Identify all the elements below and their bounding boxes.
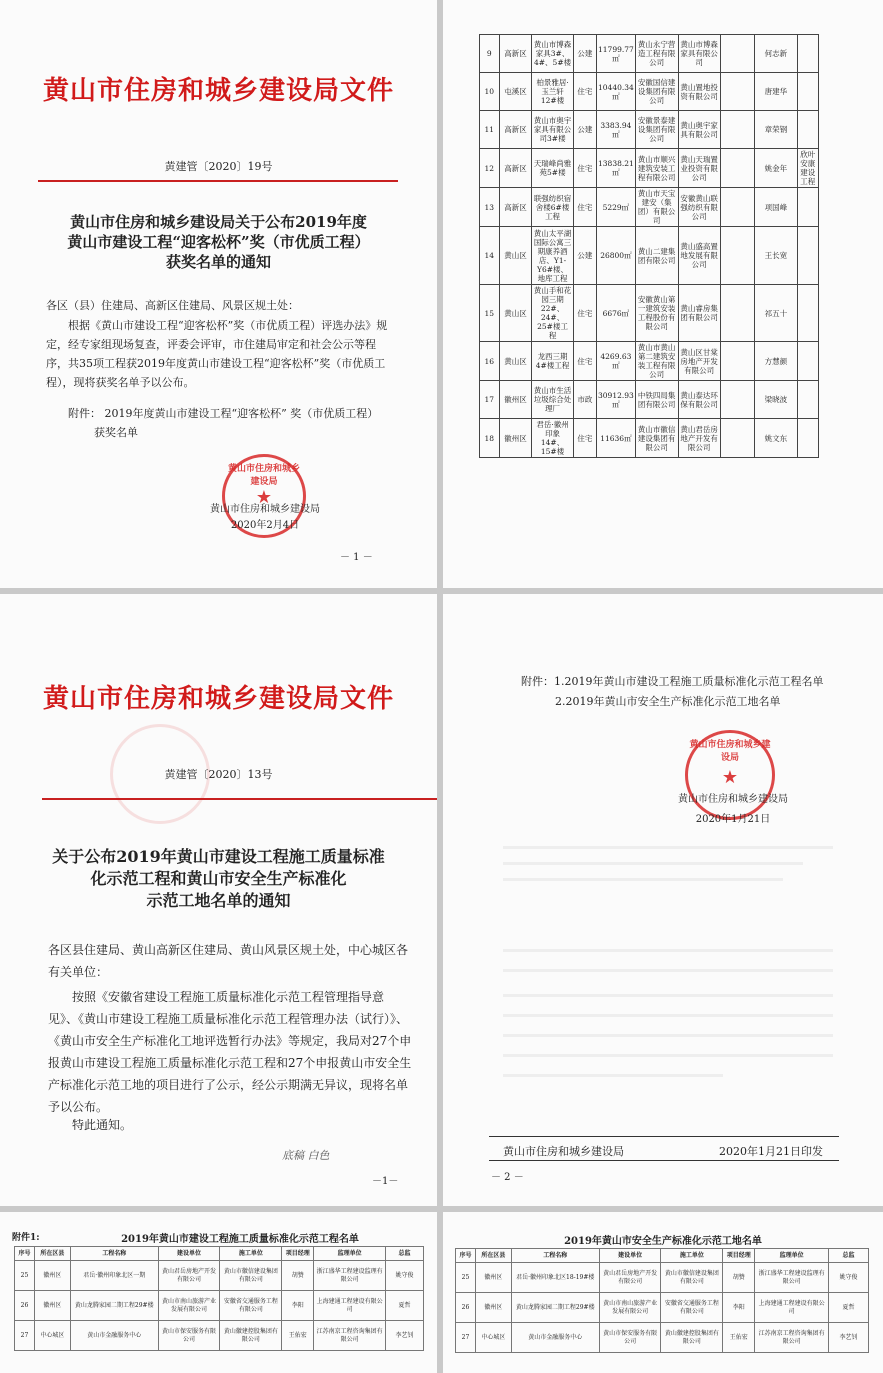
bleed-through xyxy=(503,1034,833,1037)
table-cell-project: 黄山手和花园三期22#、24#、25#楼工程 xyxy=(533,286,572,340)
table-cell: 李艺钊 xyxy=(829,1323,869,1353)
table-cell-type: 公建 xyxy=(573,35,596,73)
document-page-1 xyxy=(0,0,437,588)
document-page-2-table xyxy=(443,0,883,588)
table-cell: 徽州区 xyxy=(475,1293,511,1323)
table-cell: 27 xyxy=(456,1323,476,1353)
table-cell-manager: 梁晓波 xyxy=(755,381,797,419)
table-cell-note xyxy=(797,35,818,73)
table-cell-owner: 黄山天瑞置业投资有限公司 xyxy=(678,149,720,188)
table-cell: 黄山君岳房地产开发有限公司 xyxy=(158,1261,220,1291)
table-cell: 25 xyxy=(456,1263,476,1293)
table-cell: 黄山市金融服务中心 xyxy=(70,1321,158,1351)
document-page-3 xyxy=(0,594,437,1206)
issuer-signature: 黄山市住房和城乡建设局 xyxy=(678,794,788,805)
page-number: － 1 － xyxy=(340,552,373,563)
table-cell-district: 徽州区 xyxy=(499,419,532,458)
table-cell-blank xyxy=(720,342,754,381)
table-cell-manager: 方慧颜 xyxy=(755,342,797,381)
table-cell-no: 14 xyxy=(480,227,500,285)
bleed-through xyxy=(503,994,833,997)
table-cell: 中心城区 xyxy=(475,1323,511,1353)
table-header-cell: 项目经理 xyxy=(723,1249,755,1263)
page-number: －1－ xyxy=(372,1176,399,1187)
footer-issuer: 黄山市住房和城乡建设局 xyxy=(503,1145,624,1158)
table-cell: 黄山徽建控股集团有限公司 xyxy=(220,1321,282,1351)
table-cell-note xyxy=(797,285,818,342)
document-page-4 xyxy=(443,594,883,1206)
official-seal: 黄山市住房和城乡建设局 ★ xyxy=(685,730,775,820)
issuer-signature: 黄山市住房和城乡建设局 xyxy=(210,504,320,515)
table-cell-district: 高新区 xyxy=(499,149,532,188)
table-cell-owner: 黄山市博森家具有限公司 xyxy=(678,35,720,73)
table-header-cell: 项目经理 xyxy=(282,1247,314,1261)
table-cell-builder: 安徽国信建设集团有限公司 xyxy=(635,73,678,111)
table-cell: 胡赞 xyxy=(723,1263,755,1293)
table-cell: 徽州区 xyxy=(34,1291,70,1321)
table-cell-type: 公建 xyxy=(573,227,596,285)
bleed-through xyxy=(503,878,783,881)
footer-top-rule xyxy=(489,1136,839,1137)
table-cell-owner: 黄山区甘棠房地产开发有限公司 xyxy=(678,342,720,381)
table-row xyxy=(480,381,819,419)
table-cell-project: 君岳·徽州印象14#、15#楼 xyxy=(532,419,573,458)
issue-date: 2020年2月4日 xyxy=(230,520,300,531)
table-cell-builder: 黄山市天宝建安（集团）有限公司 xyxy=(635,188,678,227)
table-cell-manager: 祁五十 xyxy=(755,285,797,342)
table-cell-blank xyxy=(720,73,754,111)
footer-date: 2020年1月21日印发 xyxy=(719,1145,823,1158)
table-cell-note xyxy=(797,188,818,227)
table-cell-manager: 何志新 xyxy=(755,35,797,73)
notice-subject: 关于公布2019年黄山市建设工程施工质量标准 化示范工程和黄山市安全生产标准化 示范工地名单的通知 xyxy=(52,847,385,910)
table-title: 2019年黄山市建设工程施工质量标准化示范工程名单 xyxy=(121,1234,359,1245)
table-cell-type: 住宅 xyxy=(573,342,596,381)
table-cell: 徽州区 xyxy=(475,1263,511,1293)
table-cell: 安徽省交通服务工程有限公司 xyxy=(220,1291,282,1321)
table-cell-manager: 姚金年 xyxy=(755,149,797,188)
table-cell: 姚守俊 xyxy=(386,1261,424,1291)
table-cell-note: 欣叶安康建设工程 xyxy=(797,149,818,188)
table-header-cell: 施工单位 xyxy=(661,1249,723,1263)
table-cell: 徽州区 xyxy=(34,1261,70,1291)
table-cell-builder: 黄山市黄山第二建筑安装工程有限公司 xyxy=(635,342,678,381)
table-cell-note xyxy=(797,227,818,285)
table-cell: 26 xyxy=(456,1293,476,1323)
table-cell-area: 4269.63㎡ xyxy=(597,342,636,381)
table-row xyxy=(480,73,819,111)
table-header-cell: 监理单位 xyxy=(314,1247,386,1261)
table-cell-area: 6676㎡ xyxy=(597,285,636,342)
attachment-label: 附件1: xyxy=(12,1233,40,1243)
table-cell-note xyxy=(797,381,818,419)
table-row xyxy=(15,1291,424,1321)
table-cell: 黄山君岳房地产开发有限公司 xyxy=(599,1263,661,1293)
table-row xyxy=(15,1321,424,1351)
red-divider xyxy=(42,798,437,800)
issue-date: 2020年1月21日 xyxy=(695,814,771,825)
table-header-cell: 总监 xyxy=(829,1249,869,1263)
attachment-list: 附件：1.2019年黄山市建设工程施工质量标准化示范工程名单 2.2019年黄山市安全生产标准化示范工地名单 xyxy=(521,675,824,708)
table-row xyxy=(480,285,819,342)
table-cell-blank xyxy=(720,285,754,342)
table-header-cell: 工程名称 xyxy=(511,1249,599,1263)
table-cell-project: 黄山市博森家具3#、4#、5#楼 xyxy=(532,35,573,73)
table-cell-district: 屯溪区 xyxy=(499,73,532,111)
table-cell: 黄山市南山旅游产业发展有限公司 xyxy=(158,1291,220,1321)
table-row xyxy=(480,111,819,149)
table-cell: 姚守俊 xyxy=(829,1263,869,1293)
table-cell-district: 高新区 xyxy=(499,188,532,227)
document-number: 黄建管〔2020〕19号 xyxy=(164,160,273,173)
table-cell-note xyxy=(797,419,818,458)
notice-body: 根据《黄山市建设工程“迎客松杯”奖（市优质工程）评选办法》规定，经专家组现场复查，评委会评审，市住建局审定和社会公示等程序，共35项工程获2019年度黄山市建设工程“迎客松杯”奖（市优质工程），现将获奖名单予以公布。 xyxy=(46,319,388,389)
bleed-through xyxy=(503,846,833,849)
table-cell-owner: 安徽黄山联强纺织有限公司 xyxy=(678,188,720,227)
table-header-cell: 所在区县 xyxy=(34,1247,70,1261)
table-header-cell: 序号 xyxy=(15,1247,35,1261)
bleed-through xyxy=(503,1074,723,1077)
table-cell-owner: 黄山泰达环保有限公司 xyxy=(678,381,720,419)
table-cell-type: 市政 xyxy=(573,381,596,419)
table-cell-type: 住宅 xyxy=(573,188,596,227)
table-cell-type: 住宅 xyxy=(573,285,596,342)
table-cell: 王佑宏 xyxy=(282,1321,314,1351)
bleed-through xyxy=(503,969,833,972)
award-table xyxy=(479,34,819,458)
table-cell-area: 11799.77㎡ xyxy=(597,35,636,73)
notice-subject: 黄山市住房和城乡建设局关于公布2019年度 黄山市建设工程“迎客松杯”奖（市优质工程） 获奖名单的通知 xyxy=(67,213,370,271)
table-cell: 江苏南京工程咨询集团有限公司 xyxy=(314,1321,386,1351)
table-cell-type: 住宅 xyxy=(573,73,596,111)
table-cell: 27 xyxy=(15,1321,35,1351)
table-cell-builder: 黄山市顺兴建筑安装工程有限公司 xyxy=(635,149,678,188)
table-cell-manager: 姚文东 xyxy=(755,419,797,458)
table-row xyxy=(480,419,819,458)
letterhead-title: 黄山市住房和城乡建设局文件 xyxy=(42,684,394,714)
table-cell-no: 16 xyxy=(480,342,500,381)
table-cell-manager: 章荣钢 xyxy=(755,111,797,149)
table-cell: 25 xyxy=(15,1261,35,1291)
table-row xyxy=(15,1261,424,1291)
table-cell-builder: 黄山市徽信建设集团有限公司 xyxy=(635,419,678,458)
table-header-cell: 建设单位 xyxy=(158,1247,220,1261)
table-cell: 李艺钊 xyxy=(386,1321,424,1351)
table-cell-no: 10 xyxy=(480,73,500,111)
table-cell: 黄山市金融服务中心 xyxy=(511,1323,599,1353)
table-cell-blank xyxy=(720,419,754,458)
bleed-through xyxy=(503,862,803,865)
table-header-cell: 总监 xyxy=(386,1247,424,1261)
table-cell-blank xyxy=(720,381,754,419)
table-header-cell: 序号 xyxy=(456,1249,476,1263)
table-cell: 黄山徽建控股集团有限公司 xyxy=(661,1323,723,1353)
table-cell-no: 13 xyxy=(480,188,500,227)
table-cell: 黄山市保安服务有限公司 xyxy=(158,1321,220,1351)
table-cell: 上海建通工程建设有限公司 xyxy=(755,1293,829,1323)
table-cell: 夏哲 xyxy=(829,1293,869,1323)
table-cell-district: 黄山区 xyxy=(499,227,532,285)
table-cell-type: 公建 xyxy=(573,111,596,149)
table-cell-owner: 黄山睿房集团有限公司 xyxy=(678,285,720,342)
table-cell: 胡赞 xyxy=(282,1261,314,1291)
table-cell-builder: 黄山永宁营造工程有限公司 xyxy=(635,35,678,73)
table-cell-project: 龙西三期4#楼工程 xyxy=(532,342,573,381)
table-row xyxy=(480,227,819,285)
table-cell-note xyxy=(797,342,818,381)
table-cell-area: 13838.21㎡ xyxy=(597,149,636,188)
handwritten-note: 底稿 白色 xyxy=(282,1149,330,1162)
table-cell: 夏哲 xyxy=(386,1291,424,1321)
table-cell-area: 3383.94㎡ xyxy=(597,111,636,149)
table-row xyxy=(480,342,819,381)
table-cell: 浙江盛华工程建设监理有限公司 xyxy=(755,1263,829,1293)
table-cell: 黄山市徽信建设集团有限公司 xyxy=(220,1261,282,1291)
table-cell-project: 黄山市生活垃圾综合处理厂 xyxy=(532,381,573,419)
table-cell-district: 高新区 xyxy=(499,111,532,149)
table-cell-project: 联强纺织宿舍楼6#楼工程 xyxy=(532,188,573,227)
table-row xyxy=(456,1293,869,1323)
table-header-row xyxy=(456,1249,869,1263)
table-cell-type: 住宅 xyxy=(573,149,596,188)
table-cell-builder: 安徽景泰建设集团有限公司 xyxy=(635,111,678,149)
table-cell-no: 11 xyxy=(480,111,500,149)
table-cell: 浙江盛华工程建设监理有限公司 xyxy=(314,1261,386,1291)
attachment-1-table-page xyxy=(0,1212,437,1373)
table-cell-district: 黄山区 xyxy=(499,342,532,381)
table-cell-project: 黄山市奥宇家具有限公司3#楼 xyxy=(532,111,573,149)
table-cell: 江苏南京工程咨询集团有限公司 xyxy=(755,1323,829,1353)
table-header-cell: 工程名称 xyxy=(70,1247,158,1261)
table-cell: 李阳 xyxy=(282,1291,314,1321)
table-cell-no: 15 xyxy=(480,285,500,342)
table-cell-owner: 黄山置地投资有限公司 xyxy=(678,73,720,111)
table-cell-area: 26800㎡ xyxy=(597,227,636,285)
table-cell-builder: 黄山二建集团有限公司 xyxy=(635,227,678,285)
document-number: 黄建管〔2020〕13号 xyxy=(164,768,273,781)
table-header-cell: 施工单位 xyxy=(220,1247,282,1261)
table-cell-project: 黄山太平湖国际公寓三期康养酒店、Y1-Y6#楼、地库工程 xyxy=(533,228,572,283)
table-cell-builder: 中铁四局集团有限公司 xyxy=(635,381,678,419)
table-cell: 26 xyxy=(15,1291,35,1321)
footer-bottom-rule xyxy=(489,1160,839,1161)
star-icon: ★ xyxy=(721,767,739,788)
table-cell: 君岳·徽州印象北区一期 xyxy=(70,1261,158,1291)
table-row xyxy=(480,149,819,188)
closing: 特此通知。 xyxy=(72,1118,133,1132)
table-cell-no: 17 xyxy=(480,381,500,419)
table-cell-no: 12 xyxy=(480,149,500,188)
star-icon: ★ xyxy=(255,487,273,508)
quality-table xyxy=(14,1246,424,1351)
table-cell-manager: 项国峰 xyxy=(755,188,797,227)
table-cell-type: 住宅 xyxy=(573,419,596,458)
bleed-through xyxy=(503,949,833,952)
bleed-through xyxy=(503,1054,833,1057)
attachment-2-table-page xyxy=(443,1212,883,1373)
table-header-row xyxy=(15,1247,424,1261)
table-row xyxy=(456,1323,869,1353)
table-cell-area: 30912.93㎡ xyxy=(597,381,636,419)
table-cell: 中心城区 xyxy=(34,1321,70,1351)
table-header-cell: 监理单位 xyxy=(755,1249,829,1263)
table-row xyxy=(480,35,819,73)
table-row xyxy=(456,1263,869,1293)
bleed-through xyxy=(503,1014,833,1017)
table-cell-blank xyxy=(720,35,754,73)
table-cell: 黄山龙腾家园二期工程29#楼 xyxy=(511,1293,599,1323)
table-cell: 黄山市徽信建设集团有限公司 xyxy=(661,1263,723,1293)
table-cell-owner: 黄山君岳房地产开发有限公司 xyxy=(678,419,720,458)
table-cell: 黄山市南山旅游产业发展有限公司 xyxy=(599,1293,661,1323)
table-cell-area: 10440.34㎡ xyxy=(597,73,636,111)
table-cell: 上海建通工程建设有限公司 xyxy=(314,1291,386,1321)
table-cell-no: 9 xyxy=(480,35,500,73)
letterhead-title: 黄山市住房和城乡建设局文件 xyxy=(42,76,394,106)
table-cell-district: 徽州区 xyxy=(499,381,532,419)
table-cell-builder: 安徽黄山第一建筑安装工程股份有限公司 xyxy=(635,285,678,342)
notice-body: 按照《安徽省建设工程施工质量标准化示范工程管理指导意见》、《黄山市建设工程施工质量标准化示范工程管理办法（试行）》、《黄山市安全生产标准化工地评选暂行办法》等规定，我局对27个申报黄山市建设工程施工质量标准化示范工程和27个申报黄山市安全生产标准化示范工地的项目进行了公示，经公示期满无异议，现将名单予以公布。 xyxy=(48,990,412,1114)
table-cell-note xyxy=(797,111,818,149)
table-cell-manager: 唐建华 xyxy=(755,73,797,111)
salutation: 各区县住建局、黄山高新区住建局、黄山风景区规土处，中心城区各有关单位： xyxy=(48,943,409,979)
table-title: 2019年黄山市安全生产标准化示范工地名单 xyxy=(564,1236,762,1247)
table-cell: 安徽省交通服务工程有限公司 xyxy=(661,1293,723,1323)
table-cell-blank xyxy=(720,188,754,227)
table-row xyxy=(480,188,819,227)
table-cell-area: 11636㎡ xyxy=(597,419,636,458)
red-divider xyxy=(38,180,398,182)
table-cell: 王佑宏 xyxy=(723,1323,755,1353)
table-cell-blank xyxy=(720,149,754,188)
table-header-cell: 建设单位 xyxy=(599,1249,661,1263)
official-seal: 黄山市住房和城乡建设局 ★ xyxy=(222,454,306,538)
table-cell-blank xyxy=(720,227,754,285)
table-cell-project: 柏景雅居·玉兰轩12#楼 xyxy=(532,73,573,111)
table-cell-project: 天瑞峰尚雅苑5#楼 xyxy=(532,149,573,188)
table-cell-manager: 王长宽 xyxy=(755,227,797,285)
table-header-cell: 所在区县 xyxy=(475,1249,511,1263)
table-cell-owner: 黄山奥宇家具有限公司 xyxy=(678,111,720,149)
table-cell-area: 5229㎡ xyxy=(597,188,636,227)
table-cell: 君岳·徽州印象北区18-19#楼 xyxy=(511,1263,599,1293)
salutation: 各区（县）住建局、高新区住建局、风景区规土处： xyxy=(46,299,299,312)
table-cell-no: 18 xyxy=(480,419,500,458)
safety-table xyxy=(455,1248,869,1353)
table-cell: 黄山龙腾家园二期工程29#楼 xyxy=(70,1291,158,1321)
page-number: － 2 － xyxy=(491,1172,524,1183)
table-cell-note xyxy=(797,73,818,111)
table-cell-owner: 黄山盛高置地发展有限公司 xyxy=(678,227,720,285)
table-cell-district: 高新区 xyxy=(499,35,532,73)
attachment-note: 附件： 2019年度黄山市建设工程“迎客松杯” 奖（市优质工程） 获奖名单 xyxy=(68,407,379,439)
table-cell: 李阳 xyxy=(723,1293,755,1323)
table-cell-district: 黄山区 xyxy=(499,285,532,342)
table-cell: 黄山市保安服务有限公司 xyxy=(599,1323,661,1353)
table-cell-blank xyxy=(720,111,754,149)
